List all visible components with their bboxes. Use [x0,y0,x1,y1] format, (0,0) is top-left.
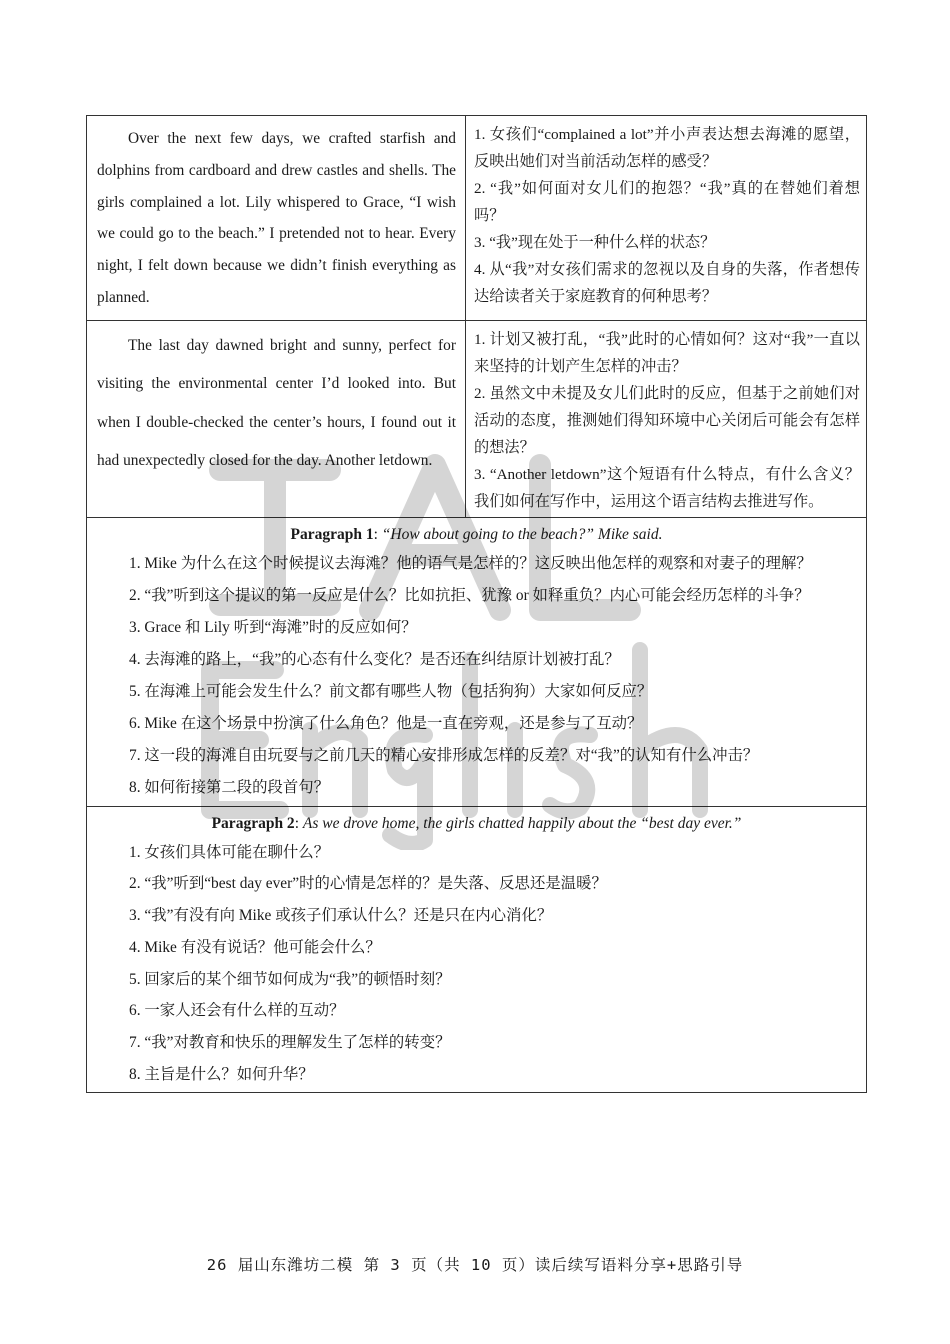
passage-cell [87,116,466,321]
question-list [466,321,866,517]
paragraph2-block [87,807,866,1093]
questions-cell [466,116,867,321]
paragraph1-cell [87,517,867,806]
question-item: 1. 女孩们“complained a lot”并小声表达想去海滩的愿望，反映出她们对当前活动怎样的感受？ [474,126,860,170]
question-item: 4. 从“我”对女孩们需求的忽视以及自身的失落，作者想传达给读者关于家庭教育的何种思考？ [474,261,860,305]
question-list [466,116,866,312]
list-item: 2. “我”听到“best day ever”时的心情是怎样的？是失落、反思还是温暖？ [129,875,607,893]
list-item: 4. 去海滩的路上，“我”的心态有什么变化？是否还在纠结原计划被打乱？ [129,650,620,668]
passage-text: The last day dawned bright and sunny, perfect for visiting the environmental center I’d looked into. But when I double-checked the center’s hours, I found out it had unexpectedly closed for the day. Another letdown. [97,336,456,470]
question-item: 3. “我”现在处于一种什么样的状态？ [474,234,716,251]
list-item: 3. “我”有没有向 Mike 或孩子们承认什么？还是只在内心消化？ [129,907,553,925]
paragraph2-opening: As we drove home, the girls chatted happily about the “best day ever.” [302,814,742,832]
paragraph2-separator: : [294,814,303,832]
paragraph1-separator: : [373,525,382,543]
paragraph1-block [87,518,866,806]
paragraph1-heading [87,524,866,546]
list-item: 1. Mike 为什么在这个时候提议去海滩？他的语气是怎样的？这反映出他怎样的观察和对妻子的理解？ [129,554,812,572]
paragraph1-label: Paragraph 1 [290,525,374,543]
table-row [87,806,867,1093]
paragraph2-label: Paragraph 2 [211,814,295,832]
list-item: 7. 这一段的海滩自由玩耍与之前几天的精心安排形成怎样的反差？对“我”的认知有什么冲击？ [129,746,759,764]
list-item: 5. 回家后的某个细节如何成为“我”的顿悟时刻？ [129,970,451,988]
list-item: 1. 女孩们具体可能在聊什么？ [129,843,330,861]
list-item: 8. 主旨是什么？如何升华？ [129,1065,314,1083]
paragraph2-question-list [87,837,866,1091]
list-item: 6. 一家人还会有什么样的互动？ [129,1002,345,1020]
questions-cell [466,320,867,517]
list-item: 8. 如何衔接第二段的段首句？ [129,778,330,796]
table-row [87,320,867,517]
paragraph1-question-list [87,548,866,804]
passage-text: Over the next few days, we crafted starfish and dolphins from cardboard and drew castles and shells. The girls complained a lot. Lily whispered to Grace, “I wish we could go to the beach.” I pretended not to hear. Every night, I felt down because we didn’t finish everything as planned. [97,130,456,306]
paragraph2-cell [87,806,867,1093]
list-item: 6. Mike 在这个场景中扮演了什么角色？他是一直在旁观，还是参与了互动？ [129,714,643,732]
list-item: 3. Grace 和 Lily 听到“海滩”时的反应如何？ [129,618,417,636]
paragraph1-opening: “How about going to the beach?” Mike said. [381,525,663,543]
question-item: 1. 计划又被打乱，“我”此时的心情如何？这对“我”一直以来坚持的计划产生怎样的冲击？ [474,330,860,375]
question-item: 2. “我”如何面对女儿们的抱怨？“我”真的在替她们着想吗？ [474,180,860,224]
document-page [86,115,864,1093]
list-item: 4. Mike 有没有说话？他可能会什么？ [129,938,381,956]
question-item: 3. “Another letdown”这个短语有什么特点，有什么含义？我们如何在写作中，运用这个语言结构去推进写作。 [474,465,860,510]
paragraph2-heading [87,813,866,835]
page-footer: 26 届山东潍坊二模 第 3 页（共 10 页）读后续写语料分享+思路引导 [206,1256,744,1274]
list-item: 7. “我”对教育和快乐的理解发生了怎样的转变？ [129,1034,451,1051]
table-row [87,517,867,806]
list-item: 2. “我”听到这个提议的第一反应是什么？比如抗拒、犹豫 or 如释重负？内心可能会经历怎样的斗争？ [129,586,810,604]
passage-cell [87,320,466,517]
question-table [86,115,867,1093]
table-row [87,116,867,321]
question-item: 2. 虽然文中未提及女儿们此时的反应，但基于之前她们对活动的态度，推测她们得知环境中心关闭后可能会有怎样的想法？ [474,384,860,456]
list-item: 5. 在海滩上可能会发生什么？前文都有哪些人物（包括狗狗）大家如何反应？ [129,682,653,700]
